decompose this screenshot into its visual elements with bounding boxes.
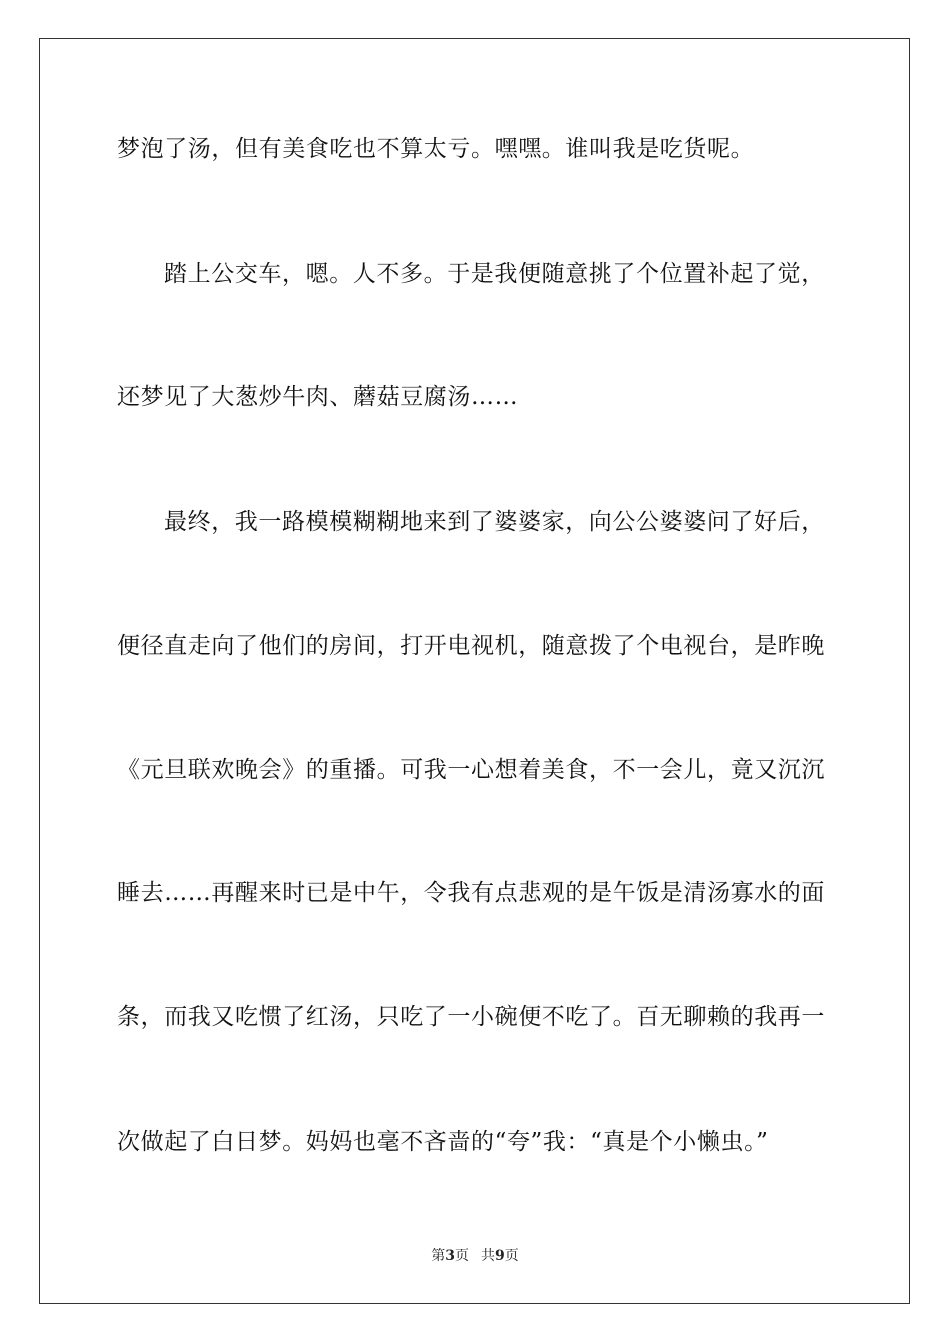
- footer-page-current: 3: [445, 1248, 455, 1264]
- paragraph-line-9: 次做起了白日梦。妈妈也毫不吝啬的“夸”我：“真是个小懒虫。”: [117, 1129, 769, 1155]
- footer-total-suffix: 页: [504, 1248, 519, 1264]
- footer-page-total: 9: [495, 1248, 505, 1264]
- paragraph-line-4: 最终，我一路模模糊糊地来到了婆婆家，向公公婆婆问了好后，: [164, 509, 825, 535]
- paragraph-line-5: 便径直走向了他们的房间，打开电视机，随意拨了个电视台，是昨晚: [117, 633, 825, 659]
- paragraph-line-3: 还梦见了大葱炒牛肉、蘑菇豆腐汤……: [117, 384, 519, 410]
- footer-page-suffix: 页: [455, 1248, 469, 1264]
- page-footer: [0, 1247, 950, 1265]
- footer-page-prefix: 第: [431, 1248, 446, 1264]
- paragraph-line-2: 踏上公交车，嗯。人不多。于是我便随意挑了个位置补起了觉，: [164, 261, 825, 287]
- footer-total-prefix: 共: [481, 1248, 495, 1264]
- paragraph-line-1: 梦泡了汤，但有美食吃也不算太亏。嘿嘿。谁叫我是吃货呢。: [117, 136, 755, 162]
- page-border: [39, 38, 910, 1304]
- paragraph-line-8: 条，而我又吃惯了红汤，只吃了一小碗便不吃了。百无聊赖的我再一: [117, 1004, 825, 1030]
- paragraph-line-7: 睡去……再醒来时已是中午，令我有点悲观的是午饭是清汤寡水的面: [117, 880, 825, 906]
- paragraph-line-6: 《元旦联欢晚会》的重播。可我一心想着美食，不一会儿，竟又沉沉: [117, 757, 825, 783]
